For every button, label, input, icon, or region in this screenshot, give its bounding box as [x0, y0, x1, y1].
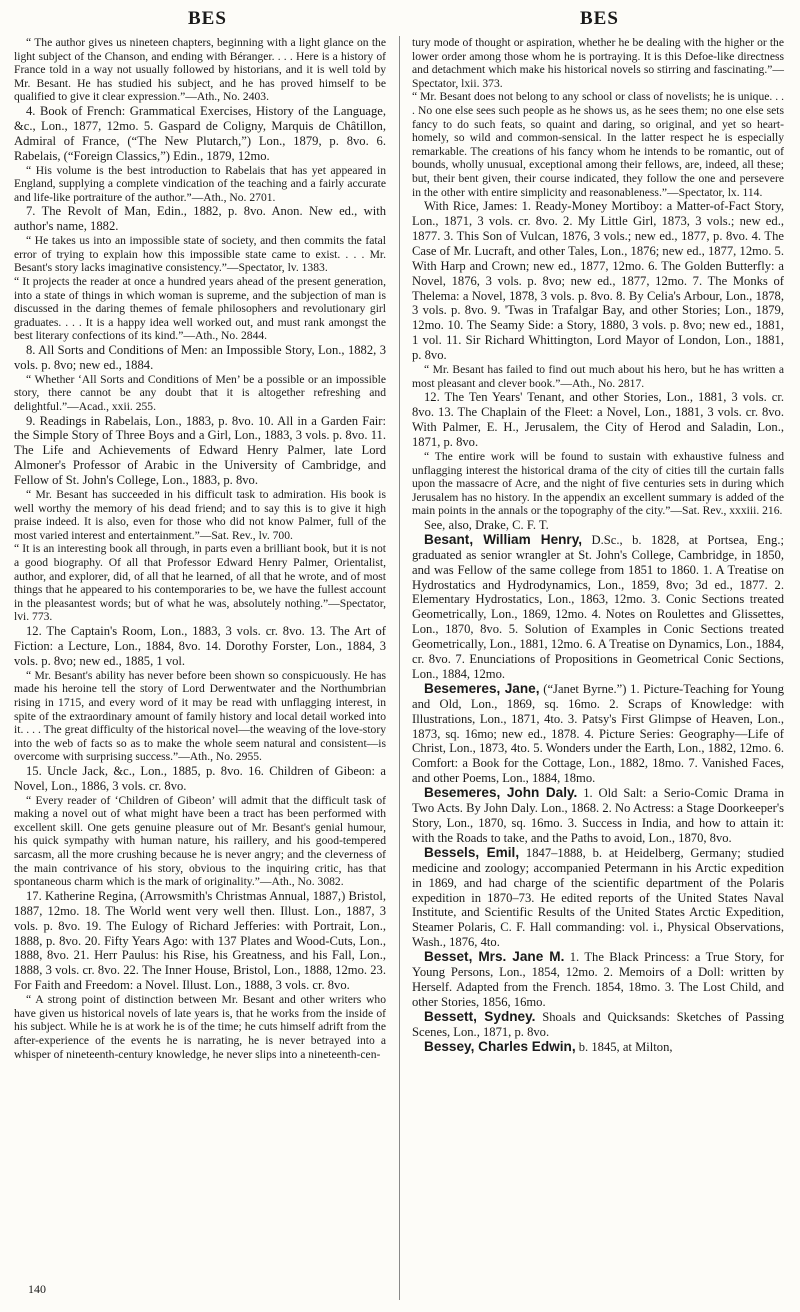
paragraph-text: “ The author gives us nineteen chapters, beginning with a light glance on the light subject of the Chanson, and ending with Béranger. . . . Here is a history of France told in a way not usually followed by historians, and it is well told by Mr. Besant. He has studied his subject, and he has proved himself to be qualified to give it clear expression.”—Ath., No. 2403. [14, 36, 386, 104]
running-head-right: BES [580, 8, 619, 29]
entry-paragraph [412, 533, 784, 682]
page-number: 140 [28, 1282, 46, 1296]
entry-paragraph [412, 786, 784, 846]
entry-heading: Bessett, Sydney. [424, 1008, 536, 1024]
paragraph-text: With Rice, James: 1. Ready-Money Mortiboy: a Matter-of-Fact Story, Lon., 1871, 3 vols. cr. 8vo. 2. My Little Girl, 1873, 3 vols.; new ed., 1877. 3. This Son of Vulcan, 1876, 3 vols.; new ed., 1877, p. 8vo. 4. The Case of Mr. Lucraft, and other Tales, Lon., 1876; new ed., 1877, 12mo. 5. With Harp and Crown; new ed., 1877, 12mo. 6. The Golden Butterfly: a Novel, 1876, 3 vols. p. 8vo; new ed., 1877, 12mo. 7. The Monks of Thelema: a Novel, 1878, 3 vols. p. 8vo. 8. By Celia's Arbour, Lon., 1878, 3 vols. p. 8vo. 9. 'Twas in Trafalgar Bay, and other Stories; Lon., 1879, 12mo. 10. The Seamy Side: a Story, 1880, 3 vols. p. 8vo; new ed., 1881, 1 vol. 11. Sir Richard Whittington, Lord Mayor of London, Lon., 1881, p. 8vo. [412, 199, 784, 363]
text-paragraph [14, 343, 386, 373]
quote-paragraph [412, 363, 784, 390]
entry-heading: Besemeres, John Daly. [424, 785, 578, 801]
text-paragraph [14, 624, 386, 669]
paragraph-text: 1. Old Salt: a Serio-Comic Drama in Two Acts. By John Daly. Lon., 1868. 2. No Actress: a Stage Doorkeeper's Story, Lon., 1870, sq. 16mo. 3. Success in India, and how to attain it: with the Roads to take, and the Paths to avoid, Lon., 1870, 8vo. [412, 786, 784, 845]
paragraph-text: 9. Readings in Rabelais, Lon., 1883, p. 8vo. 10. All in a Garden Fair: the Simple Story of Three Boys and a Girl, Lon., 1883, 3 vols. p. 8vo. 11. The Life and Achievements of Edward Henry Palmer, late Lord Almoner's Professor of Arabic in the University of Cambridge, and Fellow of St. John's College, Lon., 1883, p. 8vo. [14, 413, 386, 488]
entry-paragraph [412, 950, 784, 1010]
text-paragraph [14, 764, 386, 794]
quote-paragraph [412, 450, 784, 518]
quote-paragraph [14, 993, 386, 1061]
entry-paragraph [412, 682, 784, 786]
paragraph-text: “ Whether ‘All Sorts and Conditions of Men’ be a possible or an impossible story, there cannot be any doubt that it is altogether refreshing and delightful.”—Acad., xxii. 255. [14, 372, 386, 413]
quote-paragraph [14, 794, 386, 889]
text-paragraph [14, 204, 386, 234]
paragraph-text: 8. All Sorts and Conditions of Men: an Impossible Story, Lon., 1882, 3 vols. p. 8vo; new ed., 1884. [14, 342, 386, 372]
paragraph-text: 15. Uncle Jack, &c., Lon., 1885, p. 8vo. 16. Children of Gibeon: a Novel, Lon., 1886, 3 vols. cr. 8vo. [14, 763, 386, 793]
entry-heading: Bessey, Charles Edwin, [424, 1038, 576, 1054]
paragraph-text: “ He takes us into an impossible state of society, and then commits the fatal error of trying to explain how this impossible state came to exist. . . . Mr. Besant's story lacks imaginative consistency.”—Spectator, lv. 1383. “ It projects the reader at once a hundred years ahead of the present generation, into a state of things in which woman is supreme, and the subjection of man is discussed in the daring themes of female philosophers and revolutionary girl graduates. . . . It is a happy idea well worked out, and must rank amongst the best literary confections of its kind.”—Ath., No. 2844. [14, 234, 386, 343]
entry-heading: Besemeres, Jane, [424, 680, 540, 696]
paragraph-text: tury mode of thought or aspiration, whether he be dealing with the higher or the lower order among those whom he is portraying. It is this Defoe-like directness and detachment which make his historical novels so stirring and fascinating.”—Spectator, lxii. 373. “ Mr. Besant does not belong to any school or class of novelists; he is unique. . . . No one else sees such people as he shows us, as he sees them; no one else sets fancy to do such feats, so quaint and daring, so original, and yet so heart-homely, so wild and common-sensical. In the latter respect he is especially remarkable. The creations of his fancy whom he intends to be romantic, out of bounds, wholly unusual, exceptional among their fellows, are, indeed, all these; but, their bent given, their course indicated, they follow the one and persevere in the other with entire simplicity and reasonableness.”—Spectator, lx. 114. [412, 36, 784, 199]
quote-paragraph [14, 669, 386, 764]
entry-paragraph [412, 846, 784, 950]
paragraph-text: “ A strong point of distinction between Mr. Besant and other writers who have given us historical novels of late years is, that he works from the inside of his subject. While he is at work he is of the time; he cuts himself adrift from the after-experience of the events he is narrating, he is never betrayed into a whisper of nineteenth-century knowledge, he never slips into a nineteenth-cen- [14, 993, 386, 1061]
entry-paragraph [412, 1040, 784, 1055]
right-column [412, 36, 784, 1055]
text-paragraph [14, 889, 386, 993]
text-paragraph [14, 104, 386, 164]
paragraph-text: See, also, Drake, C. F. T. [424, 517, 549, 532]
text-paragraph [412, 390, 784, 450]
quote-paragraph [14, 36, 386, 104]
quote-paragraph [14, 234, 386, 343]
entry-heading: Bessels, Emil, [424, 844, 520, 860]
paragraph-text: 7. The Revolt of Man, Edin., 1882, p. 8vo. Anon. New ed., with author's name, 1882. [14, 204, 386, 234]
quote-paragraph [14, 164, 386, 205]
paragraph-text: 4. Book of French: Grammatical Exercises, History of the Language, &c., Lon., 1877, 12mo. 5. Gaspard de Coligny, Marquis de Châtillon, Admiral of France, (“The New Plutarch,”) Lon., 1879, p. 8vo. 6. Rabelais, (“Foreign Classics,”) Edin., 1879, 12mo. [14, 103, 386, 163]
column-divider [399, 36, 400, 1300]
text-paragraph [14, 414, 386, 489]
paragraph-text: 12. The Captain's Room, Lon., 1883, 3 vols. cr. 8vo. 13. The Art of Fiction: a Lecture, Lon., 1884, 8vo. 14. Dorothy Forster, Lon., 1884, 3 vols. p. 8vo; new ed., 1885, 1 vol. [14, 624, 386, 668]
paragraph-text: 1847–1888, b. at Heidelberg, Germany; studied medicine and zoology; accompanied Petermann in his Arctic expedition in 1869, and had charge of the scientific department of the Polaris expedition in 1870–73. He edited reports of the United States Naval Institute, and Scientific Results of the United States Arctic Expedition, Steamer Polaris, C. F. Hall commanding: vol. i., Physical Observations, Wash., 1876, 4to. [412, 845, 784, 950]
paragraph-text: b. 1845, at Milton, [575, 1039, 673, 1054]
quote-paragraph [14, 488, 386, 624]
paragraph-text: (“Janet Byrne.”) 1. Picture-Teaching for Young and Old, Lon., 1869, sq. 16mo. 2. Scraps of Knowledge: with Illustrations, Lon., 1871, 4to. 3. Patsy's First Glimpse of Heaven, Lon., 1873, sq. 16mo; new ed., 1878. 4. Picture Series: Geography—Life of Christ, Lon., 1873, 4to. 5. Wonders under the Earth, Lon., 1882, 12mo. 6. Comfort: a Book for the Cottage, Lon., 1882, 18mo. 7. Vanished Faces, and other Poems, Lon., 1884, 18mo. [412, 681, 785, 786]
paragraph-text: “ Mr. Besant has failed to find out much about his hero, but he has written a most pleasant and clever book.”—Ath., No. 2817. [412, 363, 784, 390]
paragraph-text: 12. The Ten Years' Tenant, and other Stories, Lon., 1881, 3 vols. cr. 8vo. 13. The Chaplain of the Fleet: a Novel, Lon., 1881, 3 vols. cr. 8vo. With Palmer, E. H., Jerusalem, the City of Herod and Saladin, Lon., 1871, p. 8vo. [412, 390, 784, 449]
quote-paragraph [412, 36, 784, 199]
entry-heading: Besant, William Henry, [424, 531, 583, 547]
text-paragraph [412, 199, 784, 363]
paragraph-text: “ Every reader of ‘Children of Gibeon’ will admit that the difficult task of making a novel out of what might have been a tract has been performed with excellent skill. One gets genuine pleasure out of Mr. Besant's genial humour, his quick sympathy with human nature, his raillery, and his good-tempered sarcasm, all the more crushing because he is never angry; and the cleverness of the main contrivance of his story, obvious to the inquiring critic, has that spontaneous charm which is the mark of originality.”—Ath., No. 3082. [14, 793, 386, 889]
paragraph-text: “ His volume is the best introduction to Rabelais that has yet appeared in England, supplying a complete vindication of the teaching and a fairly accurate and life-like portraiture of the author.”—Ath., No. 2701. [14, 163, 386, 204]
entry-paragraph [412, 1010, 784, 1040]
entry-heading: Besset, Mrs. Jane M. [424, 949, 565, 965]
paragraph-text: “ The entire work will be found to sustain with exhaustive fulness and unflagging interest the historical drama of the city of cities till the curtain falls upon the massacre of Acre, and the night of five centuries sets in during which Jerusalem has no history. In the appendix an excellent summary is added of the main points in the annals or the topography of the city.”—Sat. Rev., xxxiii. 216. [412, 449, 784, 518]
paragraph-text: “ Mr. Besant has succeeded in his difficult task to admiration. His book is well worthy the memory of his dead friend; and to say this is to give it high praise indeed. It is also, even for those who did not know Palmer, full of the most varied interest and entertainment.”—Sat. Rev., lv. 700. “ It is an interesting book all through, in parts even a brilliant book, but it is not a good biography. Of all that Professor Edward Henry Palmer, Orientalist, author, and explorer, did, of all that he learned, of all that he wrote, and of most things that he appeared to his contemporaries to be, we have the fullest account in the pleasantest words; but of what he was, absolutely nothing.”—Spectator, lvi. 773. [14, 488, 386, 624]
paragraph-text: D.Sc., b. 1828, at Portsea, Eng.; graduated as senior wrangler at St. John's College, Cambridge, in 1850, and was Fellow of the same college from 1851 to 1860. 1. A Treatise on Hydrostatics and Hydrodynamics, Lon., 1859, 8vo; 3d ed., 1877. 2. Elementary Hydrostatics, Lon., 1863, 12mo. 3. Conic Sections treated Geometrically, Lon., 1869, 12mo. 4. Notes on Roulettes and Glissettes, Lon., 1870, 8vo. 5. Solution of Examples in Conic Sections treated Geometrically, Lon., 1881, 12mo. 6. A Treatise on Dynamics, Lon., 1884, cr. 8vo. 7. Enunciations of Propositions in Geometrical Conic Sections, Lon., 1884, 12mo. [412, 532, 784, 681]
quote-paragraph [14, 373, 386, 414]
paragraph-text: Shoals and Quicksands: Sketches of Passing Scenes, Lon., 1871, p. 8vo. [412, 1009, 784, 1039]
running-head-left: BES [188, 8, 227, 29]
page-header [0, 8, 800, 30]
paragraph-text: “ Mr. Besant's ability has never before been shown so conspicuously. He has made his heroine tell the story of Lord Derwentwater and the Northumbrian rising in 1715, and every word of it may be read with unflagging interest, in spite of the extraordinary amount of family history and local detail worked into it. . . . The great difficulty of the historical novel—the weaving of the love-story into the web of facts so as to make the whole seem natural and consistent—is overcome with surprising success.”—Ath., No. 2955. [14, 668, 386, 764]
paragraph-text: 17. Katherine Regina, (Arrowsmith's Christmas Annual, 1887,) Bristol, 1887, 12mo. 18. The World went very well then. Illust. Lon., 1887, 3 vols. p. 8vo. 19. The Eulogy of Richard Jefferies: with Portrait, Lon., 1888, p. 8vo. 20. Fifty Years Ago: with 137 Plates and Wood-Cuts, Lon., 1888, 8vo. 21. Herr Paulus: his Rise, his Greatness, and his Fall, Lon., 1888, 3 vols. cr. 8vo. 22. The Inner House, Bristol, Lon., 1888, 12mo. 23. For Faith and Freedom: a Novel. Illust. Lon., 1888, 3 vols. cr. 8vo. [14, 888, 386, 993]
text-paragraph [412, 518, 784, 533]
paragraph-text: 1. The Black Princess: a True Story, for Young Persons, Lon., 1854, 12mo. 2. Memoirs of a Doll: written by Herself. Adapted from the French. 1854, 18mo. 3. The Lost Child, and other Stories, 1856, 16mo. [412, 950, 784, 1009]
left-column [14, 36, 386, 1061]
